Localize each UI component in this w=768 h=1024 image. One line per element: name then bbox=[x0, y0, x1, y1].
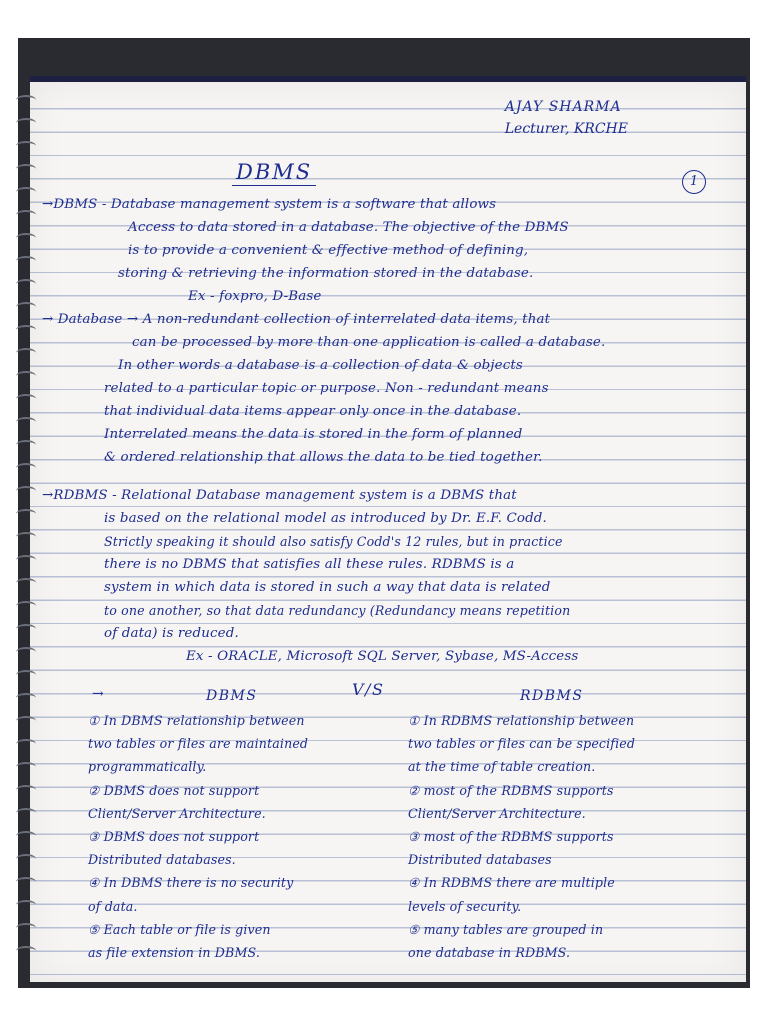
text-line: can be processed by more than one application is called a database. bbox=[132, 335, 606, 350]
text-line: Ex - foxpro, D-Base bbox=[188, 289, 322, 304]
spiral-ring bbox=[16, 739, 36, 749]
spiral-ring bbox=[16, 578, 36, 588]
spiral-binding bbox=[14, 95, 38, 965]
spiral-ring bbox=[16, 440, 36, 450]
comparison-left-line: two tables or files are maintained bbox=[88, 736, 309, 752]
comparison-right-line: Client/Server Architecture. bbox=[408, 805, 586, 821]
versus-label: V/S bbox=[352, 680, 385, 699]
spiral-ring bbox=[16, 647, 36, 657]
spiral-ring bbox=[16, 923, 36, 933]
column-header-dbms: DBMS bbox=[206, 688, 258, 704]
spiral-ring bbox=[16, 210, 36, 220]
spiral-ring bbox=[16, 808, 36, 818]
spiral-ring bbox=[16, 854, 36, 864]
spiral-ring bbox=[16, 417, 36, 427]
spiral-ring bbox=[16, 831, 36, 841]
spiral-ring bbox=[16, 946, 36, 956]
spiral-ring bbox=[16, 371, 36, 381]
spiral-ring bbox=[16, 762, 36, 772]
comparison-right-line: ③ most of the RDBMS supports bbox=[408, 829, 614, 844]
spiral-ring bbox=[16, 785, 36, 795]
spiral-ring bbox=[16, 624, 36, 634]
spiral-ring bbox=[16, 900, 36, 910]
text-line: is based on the relational model as introduced by Dr. E.F. Codd. bbox=[104, 511, 547, 526]
comparison-right-line: at the time of table creation. bbox=[408, 759, 596, 775]
comparison-right-line: Distributed databases bbox=[408, 852, 552, 868]
spiral-ring bbox=[16, 693, 36, 703]
page-title: DBMS bbox=[232, 160, 316, 186]
comparison-left-line: ② DBMS does not support bbox=[88, 782, 260, 798]
comparison-right-line: two tables or files can be specified bbox=[408, 736, 636, 752]
spiral-ring bbox=[16, 601, 36, 611]
text-line: Strictly speaking it should also satisfy Codd's 12 rules, but in practice bbox=[104, 534, 563, 549]
comparison-right-line: levels of security. bbox=[408, 898, 522, 914]
spiral-ring bbox=[16, 394, 36, 404]
comparison-right-line: one database in RDBMS. bbox=[408, 945, 571, 960]
author-block bbox=[505, 96, 628, 140]
comparison-left-line: Distributed databases. bbox=[88, 852, 236, 868]
comparison-left-line: as file extension in DBMS. bbox=[88, 945, 260, 960]
author-designation: Lecturer, KRCHE bbox=[504, 121, 628, 137]
spiral-ring bbox=[16, 302, 36, 312]
spiral-ring bbox=[16, 187, 36, 197]
text-line: →RDBMS - Relational Database management system is a DBMS that bbox=[42, 488, 517, 503]
comparison-left-line: ⑤ Each table or file is given bbox=[88, 921, 271, 937]
spiral-ring bbox=[16, 670, 36, 680]
spiral-ring bbox=[16, 509, 36, 519]
comparison-left-line: of data. bbox=[88, 898, 138, 914]
text-line: to one another, so that data redundancy (Redundancy means repetition bbox=[104, 603, 571, 618]
spiral-ring bbox=[16, 233, 36, 243]
spiral-ring bbox=[16, 348, 36, 358]
spiral-ring bbox=[16, 279, 36, 289]
spiral-ring bbox=[16, 325, 36, 335]
text-line: In other words a database is a collection of data & objects bbox=[118, 358, 523, 373]
text-line: that individual data items appear only once in the database. bbox=[104, 404, 522, 419]
spiral-ring bbox=[16, 141, 36, 151]
spiral-ring bbox=[16, 256, 36, 266]
spiral-ring bbox=[16, 555, 36, 565]
spiral-ring bbox=[16, 463, 36, 473]
text-line: of data) is reduced. bbox=[104, 626, 239, 641]
spiral-ring bbox=[16, 95, 36, 105]
comparison-left-line: ③ DBMS does not support bbox=[88, 829, 260, 844]
text-line: Access to data stored in a database. The objective of the DBMS bbox=[128, 220, 569, 235]
spiral-ring bbox=[16, 486, 36, 496]
spiral-ring bbox=[16, 164, 36, 174]
text-line: Ex - ORACLE, Microsoft SQL Server, Sybase, MS-Access bbox=[186, 649, 579, 664]
comparison-left-line: ① In DBMS relationship between bbox=[88, 713, 305, 728]
comparison-right-line: ⑤ many tables are grouped in bbox=[408, 921, 604, 937]
comparison-right-line: ④ In RDBMS there are multiple bbox=[408, 875, 615, 891]
text-line: is to provide a convenient & effective method of defining, bbox=[128, 243, 529, 258]
text-line: storing & retrieving the information stored in the database. bbox=[118, 266, 534, 281]
text-line: →DBMS - Database management system is a software that allows bbox=[42, 197, 497, 212]
spiral-ring bbox=[16, 118, 36, 128]
text-line: there is no DBMS that satisfies all these rules. RDBMS is a bbox=[104, 557, 515, 572]
page-number: 1 bbox=[682, 170, 706, 194]
text-line: related to a particular topic or purpose. Non - redundant means bbox=[104, 381, 549, 396]
text-line: Interrelated means the data is stored in the form of planned bbox=[104, 427, 523, 442]
text-line: system in which data is stored in such a way that data is related bbox=[104, 580, 551, 595]
column-header-rdbms: RDBMS bbox=[520, 688, 584, 704]
comparison-right-line: ① In RDBMS relationship between bbox=[408, 713, 635, 728]
spiral-ring bbox=[16, 716, 36, 726]
comparison-left-line: ④ In DBMS there is no security bbox=[88, 875, 294, 891]
text-line: & ordered relationship that allows the data to be tied together. bbox=[104, 450, 543, 465]
spiral-ring bbox=[16, 877, 36, 887]
text-line: → Database → A non-redundant collection of interrelated data items, that bbox=[42, 312, 551, 327]
arrow-mark: → bbox=[92, 686, 106, 702]
comparison-left-line: Client/Server Architecture. bbox=[88, 805, 266, 821]
author-name: AJAY SHARMA bbox=[504, 99, 622, 115]
spiral-ring bbox=[16, 532, 36, 542]
comparison-right-line: ② most of the RDBMS supports bbox=[408, 782, 614, 798]
comparison-left-line: programmatically. bbox=[88, 759, 207, 775]
